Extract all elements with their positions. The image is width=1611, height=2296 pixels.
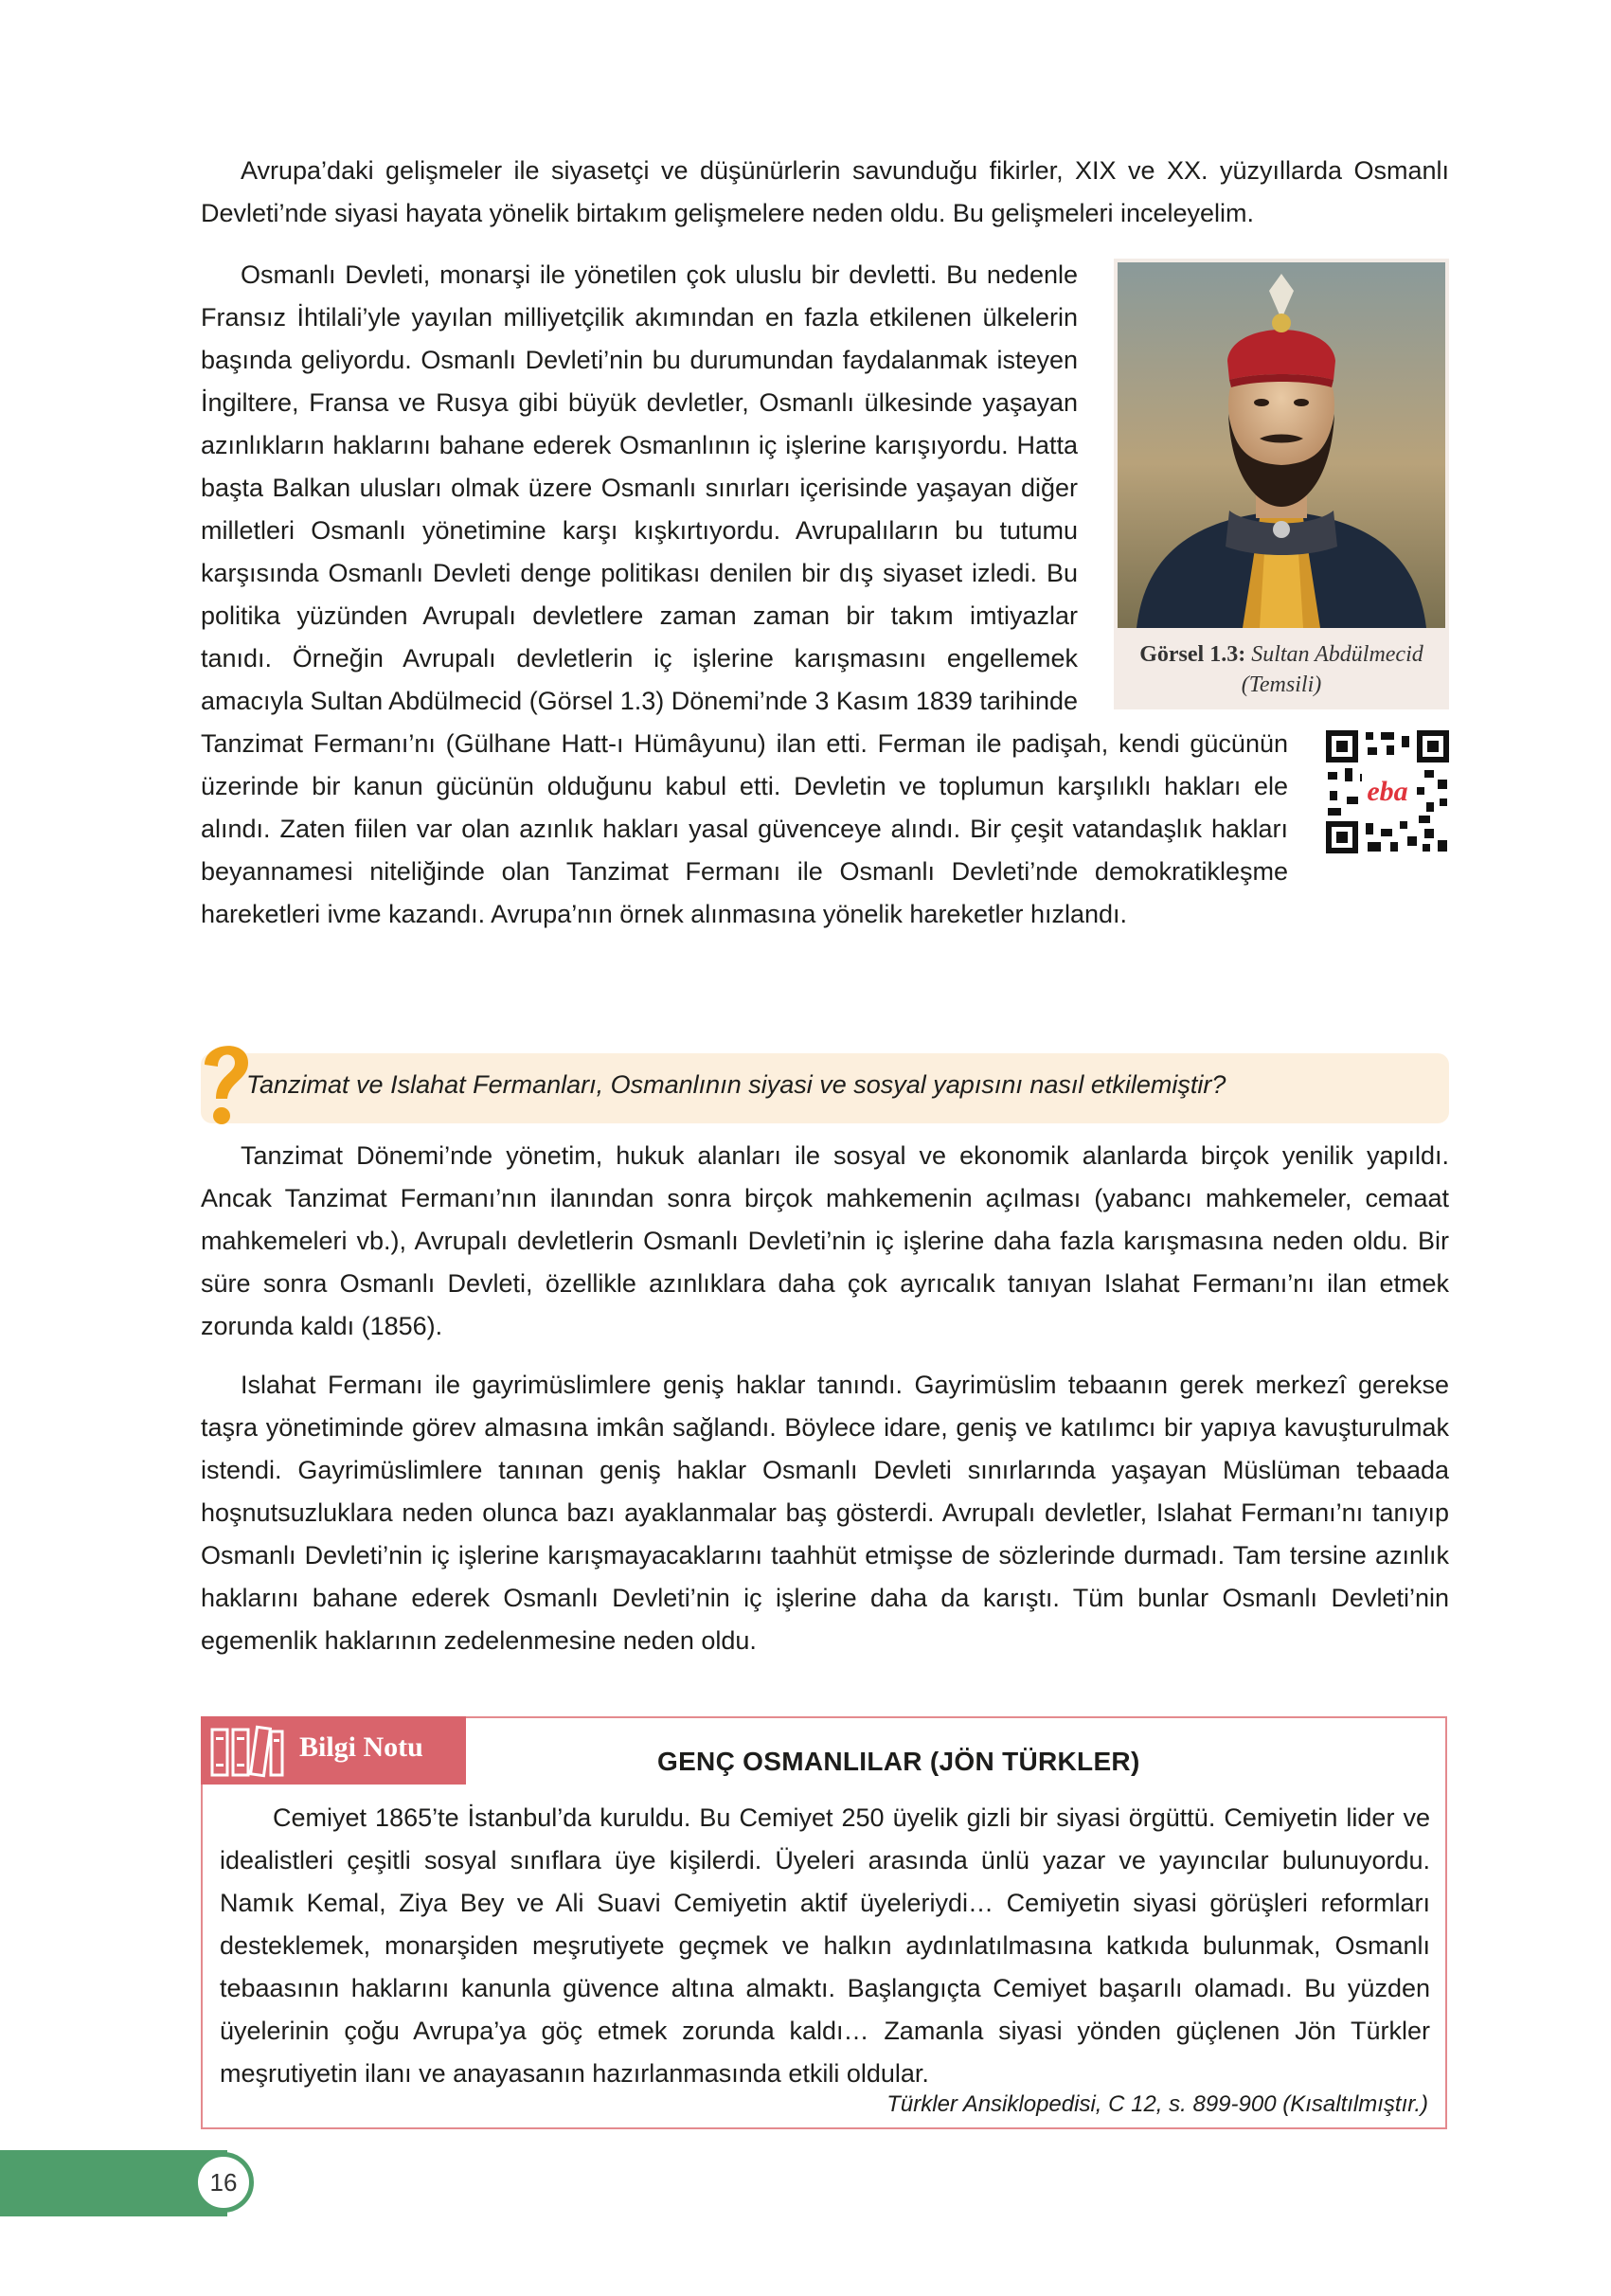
page-number: 16: [193, 2152, 254, 2213]
books-icon: [208, 1724, 286, 1779]
question-text: Tanzimat ve Islahat Fermanları, Osmanlının siyasi ve sosyal yapısını nasıl etkilemiştir?: [246, 1070, 1226, 1099]
info-note-label: Bilgi Notu: [299, 1731, 423, 1763]
paragraph-3-block: [201, 1135, 1449, 1348]
intro-paragraph: Avrupa’daki gelişmeler ile siyasetçi ve düşünürlerin savunduğu fikirler, XIX ve XX. yüzyıllarda Osmanlı Devleti’nde siyasi hayata yönelik birtakım gelişmelere neden oldu. Bu gelişmeleri inceleyelim.: [201, 156, 1449, 227]
intro-block: [201, 150, 1449, 235]
paragraph-3: Tanzimat Dönemi’nde yönetim, hukuk alanları ile sosyal ve ekonomik alanlarda birçok yenilik yapıldı. Ancak Tanzimat Fermanı’nın ilanından sonra birçok mahkemenin açılması (yabancı mahkemeler, cemaat mahkemeleri vb.), Avrupalı devletlerin Osmanlı Devleti’nin iç işlerine daha fazla karışmasına neden oldu. Bir süre sonra Osmanlı Devleti, özellikle azınlıklara daha çok ayrıcalık tanıyan Islahat Fermanı’nı ilan etmek zorunda kaldı (1856).: [201, 1141, 1449, 1340]
eba-qr-code[interactable]: [1326, 730, 1449, 853]
main-text-block: [201, 254, 1449, 936]
question-box: [201, 1053, 1449, 1123]
info-note-source: Türkler Ansiklopedisi, C 12, s. 899-900 (Kısaltılmıştır.): [886, 2091, 1428, 2117]
caption-note: (Temsili): [1241, 673, 1322, 697]
paragraph-4: Islahat Fermanı ile gayrimüslimlere geniş haklar tanındı. Gayrimüslim tebaanın gerek merkezî gerekse taşra yönetiminde görev almasına imkân sağlandı. Böylece idare, geniş ve katılımcı bir yapıya kavuşturulmak istendi. Gayrimüslimlere tanınan geniş haklar Osmanlı Devleti sınırlarında yaşayan Müslüman tebaada hoşnutsuzluklara neden olunca bazı ayaklanmalar baş gösterdi. Avrupalı devletler, Islahat Fermanı’nı tanıyıp Osmanlı Devleti’nin iç işlerine karışmayacaklarını taahhüt etmişse de sözlerinde durmadı. Tam tersine azınlık haklarını bahane ederek Osmanlı Devleti’nin iç işlerine daha da karıştı. Tüm bunlar Osmanlı Devleti’nin egemenlik haklarının zedelenmesine neden oldu.: [201, 1371, 1449, 1655]
eba-logo-text: eba: [1367, 776, 1408, 807]
caption-text: Sultan Abdülmecid: [1251, 642, 1423, 667]
figure-sultan-abdulmecid: [1114, 259, 1449, 709]
portrait-image: [1118, 262, 1445, 628]
paragraph-4-block: [201, 1364, 1449, 1662]
main-paragraph: Osmanlı Devleti, monarşi ile yönetilen çok uluslu bir devletti. Bu nedenle Fransız İhtilali’yle yayılan milliyetçilik akımından en fazla etkilenen ülkelerin başında geliyordu. Osmanlı Devleti’nin bu durumundan faydalanmak isteyen İngiltere, Fransa ve Rusya gibi büyük devletler, Osmanlı ülkesinde yaşayan azınlıkların haklarını bahane ederek Osmanlının iç işlerine karışıyordu. Hatta başta Balkan ulusları olmak üzere Osmanlı sınırları içerisinde yaşayan diğer milletleri Osmanlı yönetimine karşı kışkırtıyordu. Avrupalıların bu tutumu karşısında Osmanlı Devleti denge politikası denilen bir dış siyaset izledi. Bu politika yüzünden Avrupalı devletlere zaman zaman bir takım imtiyazlar tanıdı. Örneğin Avrupalı devletlerin iç işlerine karışmasını engellemek amacıyla Sultan Abdülmecid (Görsel 1.3) Dönemi’nde 3 Kasım 1839 tarihinde Tanzimat Fermanı’nı (Gülhane Hatt-ı Hümâyunu) ilan etti. Ferman ile padişah, kendi gücünün üzerinde bir kanun gücünün olduğunu kabul etti. Devletin ve toplumun karşılıklı hakları ele alındı. Zaten fiilen var olan azınlık hakları yasal güvenceye alındı. Bir çeşit vatandaşlık hakları beyannamesi niteliğinde olan Tanzimat Fermanı ile Osmanlı Devleti’nde demokratikleşme hareketleri ivme kazandı. Avrupa’nın örnek alınmasına yönelik hareketler hızlandı.: [201, 260, 1288, 928]
info-note-title: GENÇ OSMANLILAR (JÖN TÜRKLER): [657, 1747, 1140, 1776]
figure-caption: [1118, 639, 1445, 700]
info-note-box: [201, 1716, 1447, 2129]
info-note-body: Cemiyet 1865’te İstanbul’da kuruldu. Bu Cemiyet 250 üyelik gizli bir siyasi örgüttü. Cemiyetin lider ve idealistleri çeşitli sosyal sınıflara üye kişilerdi. Üyeleri arasında ünlü yazar ve yayıncılar bulunuyordu. Namık Kemal, Ziya Bey ve Ali Suavi Cemiyetin aktif üyeleriydi… Cemiyetin siyasi görüşleri reformları desteklemek, monarşiden meşrutiyete geçmek ve halkın aydınlatılmasına katkıda bulunmak, Osmanlı tebaasının haklarını kanunla güvence altına almaktı. Başlangıçta Cemiyet başarılı olamadı. Bu yüzden üyelerinin çoğu Avrupa’ya göç etmek zorunda kaldı… Zamanla siyasi yönden güçlenen Jön Türkler meşrutiyetin ilanı ve anayasanın hazırlanmasında etkili oldular.: [220, 1803, 1430, 2088]
caption-label: Görsel 1.3:: [1139, 642, 1246, 667]
info-note-tag: [201, 1716, 466, 1785]
